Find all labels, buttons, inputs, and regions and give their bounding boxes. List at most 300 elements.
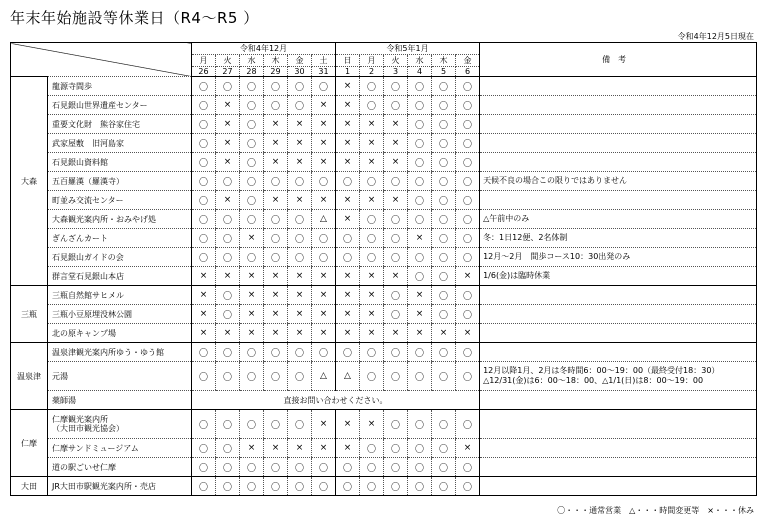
status-mark: 〇 (384, 172, 408, 191)
status-mark: 〇 (192, 115, 216, 134)
header-date: 31 (312, 67, 336, 77)
status-mark: × (456, 439, 480, 458)
status-mark: × (288, 153, 312, 172)
facility-name: 町並み交流センター (48, 191, 192, 210)
status-mark: × (384, 267, 408, 286)
status-mark: 〇 (360, 96, 384, 115)
status-mark: × (312, 267, 336, 286)
facility-name: ぎんざんカート (48, 229, 192, 248)
header-month-1: 令和4年12月 (192, 43, 336, 55)
facility-row (11, 286, 757, 305)
status-mark: 〇 (456, 115, 480, 134)
remark-line: 12月以降1月、2月は冬時間6：00～19：00（最終受付18：30） (483, 366, 720, 375)
status-mark: 〇 (432, 305, 456, 324)
status-mark: 〇 (384, 248, 408, 267)
status-mark: 〇 (192, 77, 216, 96)
status-mark: × (264, 286, 288, 305)
status-mark: × (432, 324, 456, 343)
status-mark: 〇 (336, 458, 360, 477)
facility-row (11, 324, 757, 343)
status-mark: × (312, 191, 336, 210)
header-date: 28 (240, 67, 264, 77)
status-mark: × (384, 324, 408, 343)
status-mark: 〇 (384, 343, 408, 362)
status-mark: 〇 (432, 134, 456, 153)
status-mark: 〇 (456, 191, 480, 210)
status-mark: 〇 (432, 77, 456, 96)
status-mark: 〇 (312, 77, 336, 96)
status-mark: 〇 (432, 458, 456, 477)
status-mark: 〇 (384, 477, 408, 496)
status-mark: 〇 (408, 191, 432, 210)
facility-name-line: 仁摩観光案内所 (52, 415, 108, 424)
status-mark: 〇 (216, 458, 240, 477)
facility-name: 五百羅漢（羅漢寺） (48, 172, 192, 191)
header-weekday: 金 (456, 55, 480, 67)
status-mark: 〇 (240, 115, 264, 134)
status-mark: × (384, 115, 408, 134)
status-mark: × (360, 410, 384, 439)
status-mark: × (216, 267, 240, 286)
facility-row (11, 458, 757, 477)
facility-name: 大森観光案内所・おみやげ処 (48, 210, 192, 229)
facility-name: 北の原キャンプ場 (48, 324, 192, 343)
status-mark: × (312, 410, 336, 439)
facility-name: 道の駅ごいせ仁摩 (48, 458, 192, 477)
status-mark: × (288, 267, 312, 286)
status-mark: 〇 (216, 229, 240, 248)
status-mark: × (336, 115, 360, 134)
status-mark: 〇 (384, 458, 408, 477)
status-mark: 〇 (384, 410, 408, 439)
facility-row (11, 134, 757, 153)
status-mark: 〇 (456, 248, 480, 267)
status-mark: 〇 (288, 96, 312, 115)
status-mark: 〇 (216, 477, 240, 496)
status-mark: × (240, 286, 264, 305)
header-weekday: 月 (192, 55, 216, 67)
status-mark: × (408, 229, 432, 248)
status-mark: 〇 (192, 343, 216, 362)
status-mark: △ (312, 362, 336, 391)
remark: 冬：1日12便、2名体制 (480, 229, 757, 248)
status-mark: 〇 (360, 343, 384, 362)
status-mark: 〇 (240, 96, 264, 115)
status-mark: 〇 (240, 191, 264, 210)
status-mark: 〇 (216, 439, 240, 458)
facility-row (11, 115, 757, 134)
facility-name: 三瓶小豆原埋没林公園 (48, 305, 192, 324)
status-mark: 〇 (336, 343, 360, 362)
status-mark: × (216, 96, 240, 115)
status-mark: 〇 (216, 362, 240, 391)
status-mark: 〇 (288, 229, 312, 248)
status-mark: × (384, 191, 408, 210)
status-mark: 〇 (384, 96, 408, 115)
status-mark: 〇 (360, 439, 384, 458)
status-mark: × (192, 286, 216, 305)
status-mark: × (336, 410, 360, 439)
status-mark: × (288, 286, 312, 305)
facility-row (11, 77, 757, 96)
status-mark: 〇 (264, 77, 288, 96)
status-mark: 〇 (360, 248, 384, 267)
status-mark: × (360, 115, 384, 134)
status-mark: × (240, 439, 264, 458)
status-mark: × (192, 305, 216, 324)
status-mark: × (240, 267, 264, 286)
facility-row (11, 96, 757, 115)
status-mark: 〇 (408, 458, 432, 477)
status-mark: 〇 (456, 229, 480, 248)
status-mark: 〇 (288, 77, 312, 96)
status-mark: 〇 (384, 77, 408, 96)
status-mark: × (192, 324, 216, 343)
status-mark: × (360, 305, 384, 324)
header-date: 2 (360, 67, 384, 77)
status-mark: × (360, 153, 384, 172)
facility-name: 龍源寺間歩 (48, 77, 192, 96)
status-mark: 〇 (384, 439, 408, 458)
status-mark: 〇 (240, 458, 264, 477)
status-mark: 〇 (312, 458, 336, 477)
status-mark: 〇 (408, 362, 432, 391)
status-mark: 〇 (264, 410, 288, 439)
status-mark: 〇 (456, 410, 480, 439)
status-mark: 〇 (456, 77, 480, 96)
status-mark: × (288, 305, 312, 324)
status-mark: 〇 (384, 229, 408, 248)
header-month-2: 令和5年1月 (336, 43, 480, 55)
header-weekday: 木 (264, 55, 288, 67)
header-date: 6 (456, 67, 480, 77)
status-mark: 〇 (288, 343, 312, 362)
header-date: 30 (288, 67, 312, 77)
status-mark: 〇 (336, 248, 360, 267)
status-mark: 〇 (288, 210, 312, 229)
status-mark: 〇 (312, 172, 336, 191)
status-mark: △ (312, 210, 336, 229)
facility-row (11, 191, 757, 210)
status-mark: × (384, 134, 408, 153)
status-mark: 〇 (192, 134, 216, 153)
header-date: 3 (384, 67, 408, 77)
status-mark: 〇 (456, 286, 480, 305)
status-mark: 〇 (336, 477, 360, 496)
status-mark: 〇 (360, 477, 384, 496)
status-mark: 〇 (432, 229, 456, 248)
facility-name: 重要文化財 熊谷家住宅 (48, 115, 192, 134)
remark (480, 153, 757, 172)
status-mark: 〇 (288, 410, 312, 439)
status-mark: △ (336, 362, 360, 391)
status-mark: 〇 (432, 210, 456, 229)
status-mark: 〇 (408, 210, 432, 229)
remark (480, 458, 757, 477)
facility-name: 武家屋敷 旧河島家 (48, 134, 192, 153)
facility-row (11, 267, 757, 286)
status-mark: × (336, 324, 360, 343)
status-mark: 〇 (192, 439, 216, 458)
status-mark: × (216, 134, 240, 153)
status-mark: 〇 (456, 172, 480, 191)
status-mark: × (360, 191, 384, 210)
status-mark: 〇 (408, 96, 432, 115)
remark (480, 343, 757, 362)
status-mark: 〇 (432, 172, 456, 191)
status-mark: × (312, 324, 336, 343)
remark (480, 410, 757, 439)
status-mark: 〇 (192, 229, 216, 248)
status-mark: × (288, 324, 312, 343)
status-mark: × (312, 153, 336, 172)
status-mark: 〇 (432, 439, 456, 458)
status-mark: 〇 (216, 172, 240, 191)
status-mark: 〇 (240, 153, 264, 172)
status-mark: × (240, 305, 264, 324)
facility-row (11, 229, 757, 248)
facility-name (48, 410, 192, 439)
status-mark: × (312, 115, 336, 134)
facility-row (11, 153, 757, 172)
facility-row (11, 210, 757, 229)
header-date: 1 (336, 67, 360, 77)
header-weekday: 土 (312, 55, 336, 67)
status-mark: 〇 (360, 458, 384, 477)
status-mark: × (408, 324, 432, 343)
status-mark: × (360, 134, 384, 153)
facility-row (11, 305, 757, 324)
status-mark: 〇 (264, 229, 288, 248)
status-mark: 〇 (360, 77, 384, 96)
status-mark: 〇 (432, 115, 456, 134)
schedule-table (10, 42, 757, 496)
status-mark: 〇 (432, 477, 456, 496)
status-mark: 〇 (408, 267, 432, 286)
status-mark: 〇 (384, 305, 408, 324)
status-mark: 〇 (240, 248, 264, 267)
status-mark: × (312, 439, 336, 458)
status-mark: 〇 (456, 210, 480, 229)
status-mark: 〇 (432, 96, 456, 115)
area-label: 温泉津 (11, 343, 48, 410)
status-mark: 〇 (360, 229, 384, 248)
status-mark: × (192, 267, 216, 286)
status-mark: 〇 (408, 77, 432, 96)
status-mark: 〇 (408, 153, 432, 172)
status-mark: × (216, 115, 240, 134)
remark: △午前中のみ (480, 210, 757, 229)
facility-row (11, 172, 757, 191)
status-mark: 〇 (384, 286, 408, 305)
header-weekday: 月 (360, 55, 384, 67)
status-mark: 〇 (240, 134, 264, 153)
status-mark: × (240, 324, 264, 343)
status-mark: 〇 (264, 172, 288, 191)
status-mark: × (336, 153, 360, 172)
status-mark: 〇 (432, 248, 456, 267)
status-mark: 〇 (288, 458, 312, 477)
status-mark: 〇 (240, 477, 264, 496)
status-mark: 〇 (288, 172, 312, 191)
status-mark: × (360, 286, 384, 305)
header-date: 26 (192, 67, 216, 77)
facility-row (11, 410, 757, 439)
status-mark: 〇 (192, 210, 216, 229)
status-mark: 〇 (456, 458, 480, 477)
status-mark: 〇 (216, 343, 240, 362)
header-weekday: 水 (240, 55, 264, 67)
facility-name: JR大田市駅観光案内所・売店 (48, 477, 192, 496)
status-mark: 〇 (312, 477, 336, 496)
status-mark: 〇 (408, 477, 432, 496)
status-mark: 〇 (432, 153, 456, 172)
status-mark: × (336, 267, 360, 286)
status-mark: × (216, 153, 240, 172)
status-mark: 〇 (216, 286, 240, 305)
status-mark: × (456, 267, 480, 286)
status-mark: 〇 (216, 210, 240, 229)
status-mark: 〇 (288, 248, 312, 267)
status-mark: 〇 (192, 362, 216, 391)
status-mark: 〇 (192, 191, 216, 210)
status-mark: × (264, 305, 288, 324)
header-date: 5 (432, 67, 456, 77)
status-mark: × (288, 115, 312, 134)
facility-name: 石見銀山世界遺産センター (48, 96, 192, 115)
facility-name-line: （大田市観光協会） (52, 424, 124, 433)
remark (480, 324, 757, 343)
remark (480, 96, 757, 115)
status-mark: 〇 (408, 248, 432, 267)
status-mark: 〇 (456, 305, 480, 324)
status-mark: × (240, 229, 264, 248)
status-mark: 〇 (408, 410, 432, 439)
status-mark: 〇 (432, 343, 456, 362)
status-mark: 〇 (384, 210, 408, 229)
status-mark: 〇 (216, 305, 240, 324)
status-mark: 〇 (432, 362, 456, 391)
remark (480, 391, 757, 410)
header-diagonal-cell (11, 43, 192, 77)
status-mark: 〇 (288, 477, 312, 496)
header-date: 4 (408, 67, 432, 77)
status-mark: × (216, 191, 240, 210)
status-mark: × (360, 324, 384, 343)
facility-name: 仁摩サンドミュージアム (48, 439, 192, 458)
remark (480, 115, 757, 134)
status-mark: 〇 (432, 286, 456, 305)
status-mark: 〇 (192, 172, 216, 191)
header-weekday: 金 (288, 55, 312, 67)
page-title: 年末年始施設等休業日（R4～R5 ） (10, 9, 259, 27)
status-mark: 〇 (264, 362, 288, 391)
status-mark: × (264, 153, 288, 172)
remark: 1/6(金)は臨時休業 (480, 267, 757, 286)
remark (480, 439, 757, 458)
facility-name: 石見銀山ガイドの会 (48, 248, 192, 267)
status-mark: × (336, 210, 360, 229)
status-mark: 〇 (192, 477, 216, 496)
status-mark: × (336, 286, 360, 305)
status-mark: 〇 (408, 343, 432, 362)
status-mark: × (264, 324, 288, 343)
status-mark: × (312, 96, 336, 115)
status-mark: 〇 (264, 96, 288, 115)
area-label: 三瓶 (11, 286, 48, 343)
status-mark: 〇 (456, 343, 480, 362)
status-mark: × (336, 439, 360, 458)
status-mark: 〇 (360, 210, 384, 229)
remark (480, 191, 757, 210)
status-mark: 〇 (360, 172, 384, 191)
status-mark: × (336, 191, 360, 210)
status-mark: 〇 (240, 210, 264, 229)
status-mark: 〇 (192, 153, 216, 172)
status-mark: × (456, 324, 480, 343)
status-mark: × (336, 305, 360, 324)
status-mark: 〇 (408, 172, 432, 191)
status-mark: 〇 (432, 410, 456, 439)
status-mark: 〇 (456, 134, 480, 153)
status-mark: 〇 (216, 77, 240, 96)
header-weekday: 水 (408, 55, 432, 67)
header-date: 27 (216, 67, 240, 77)
header-weekday: 日 (336, 55, 360, 67)
remark: 天候不良の場合この限りではありません (480, 172, 757, 191)
remark: 12月～2月 間歩コース10：30出発のみ (480, 248, 757, 267)
status-mark: 〇 (456, 96, 480, 115)
status-mark: × (408, 286, 432, 305)
status-mark: 〇 (408, 115, 432, 134)
status-mark: × (288, 134, 312, 153)
header-remarks: 備考 (480, 43, 757, 77)
facility-name: 温泉津観光案内所ゆう・ゆう館 (48, 343, 192, 362)
status-mark: 〇 (312, 248, 336, 267)
facility-name: 三瓶自然館サヒメル (48, 286, 192, 305)
status-mark: 〇 (216, 410, 240, 439)
status-mark: 〇 (456, 477, 480, 496)
status-mark: 〇 (240, 77, 264, 96)
inquiry-note: 直接お問い合わせください。 (192, 391, 480, 410)
remark (480, 477, 757, 496)
facility-row (11, 477, 757, 496)
status-mark: 〇 (240, 172, 264, 191)
status-mark: × (264, 115, 288, 134)
status-mark: × (336, 134, 360, 153)
status-mark: 〇 (192, 96, 216, 115)
status-mark: 〇 (264, 343, 288, 362)
facility-row (11, 248, 757, 267)
status-mark: × (264, 267, 288, 286)
status-mark: 〇 (456, 153, 480, 172)
status-mark: × (264, 439, 288, 458)
status-mark: 〇 (192, 410, 216, 439)
facility-name: 元湯 (48, 362, 192, 391)
facility-row (11, 362, 757, 391)
status-mark: 〇 (312, 229, 336, 248)
status-mark: 〇 (408, 134, 432, 153)
area-label: 仁摩 (11, 410, 48, 477)
facility-row (11, 391, 757, 410)
status-mark: × (336, 77, 360, 96)
facility-row (11, 343, 757, 362)
status-mark: 〇 (432, 267, 456, 286)
status-mark: × (384, 153, 408, 172)
status-mark: 〇 (240, 343, 264, 362)
status-mark: × (336, 96, 360, 115)
as-of-date: 令和4年12月5日現在 (677, 32, 754, 41)
